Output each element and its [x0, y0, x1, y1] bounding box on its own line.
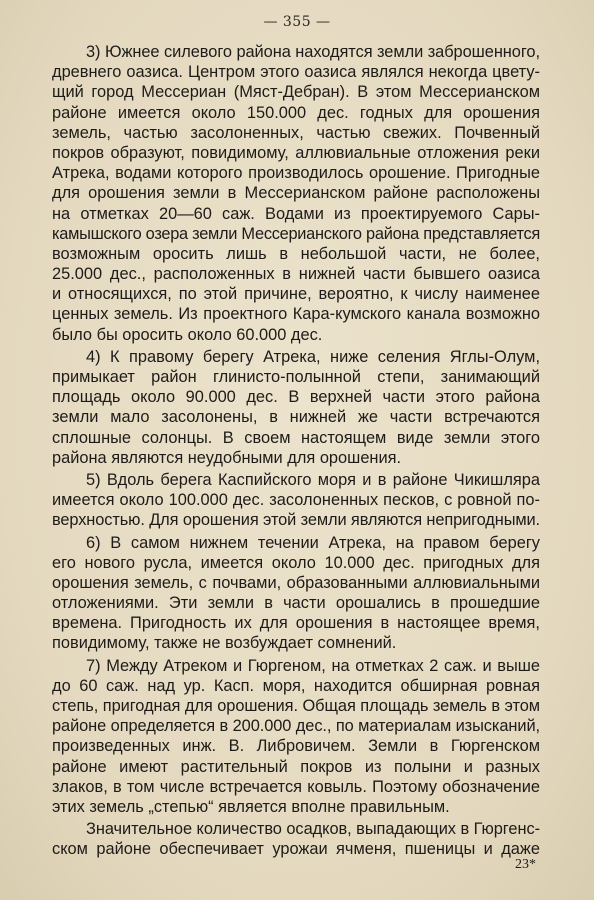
- text-line: 3) Южнее силевого района находятся земли заброшенного,: [86, 43, 540, 61]
- text-line: его нового русла, имеется около 10.000 дес. пригодных для: [52, 553, 540, 572]
- paragraph-5: [52, 470, 540, 531]
- paragraph-4: [52, 347, 540, 468]
- text-line: 6) В самом нижнем течении Атрека, на правом берегу: [86, 533, 540, 552]
- text-line: произведенных инж. В. Либровичем. Земли в Гюргенском: [52, 737, 540, 756]
- text-line: верхностью. Для орошения этой земли являются непригодными.: [52, 511, 540, 530]
- page-number: — 355 —: [263, 14, 331, 30]
- text-line: района являются неудобными для орошения.: [52, 448, 402, 467]
- text-line: камышского озера земли Мессерианского района представляется: [52, 224, 540, 243]
- paragraph-3: [52, 42, 540, 345]
- text-line: Значительное количество осадков, выпадающих в Гюргенс-: [86, 820, 540, 839]
- text-line: и относящихся, по этой причине, вероятно, к числу наименее: [52, 285, 540, 304]
- body-text: [52, 42, 540, 862]
- text-line: земель, частью засолоненных, частью свежих. Почвенный: [52, 123, 540, 142]
- text-line: 7) Между Атреком и Гюргеном, на отметках 2 саж. и выше: [86, 656, 540, 675]
- text-line: покров образуют, повидимому, аллювиальные отложения реки: [52, 143, 540, 162]
- text-line: щий город Мессериан (Мяст-Дебран). В этом Мессерианском: [52, 83, 540, 102]
- text-line: имеется около 100.000 дес. засолоненных песков, с ровной по-: [52, 491, 540, 510]
- text-line: районе имеют растительный покров из полыни и разных: [52, 757, 540, 776]
- text-line: ском районе обеспечивает урожаи ячменя, пшеницы и даже: [52, 840, 540, 859]
- text-line: 25.000 дес., расположенных в нижней части бывшего оазиса: [52, 265, 540, 284]
- signature-mark: 23*: [515, 857, 536, 872]
- text-line: степь, пригодная для орошения. Общая площадь земель в этом: [52, 697, 540, 715]
- text-line: для орошения земли в Мессерианском районе расположены: [52, 184, 540, 203]
- text-line: этих земель „степью“ является вполне правильным.: [52, 797, 450, 816]
- text-line: времена. Пригодность их для орошения в настоящее время,: [52, 614, 540, 633]
- text-line: до 60 саж. над ур. Касп. моря, находится обширная ровная: [52, 676, 540, 695]
- text-line: орошения земель, с почвами, образованными аллювиальными: [52, 573, 540, 592]
- text-line: отложениями. Эти земли в части орошались в прошедшие: [52, 594, 540, 613]
- text-line: злаков, в том числе встречается ковыль. Поэтому обозначение: [52, 777, 540, 796]
- text-line: возможным оросить лишь в небольшой части, не более,: [52, 244, 540, 263]
- text-line: примыкает район глинисто-полынной степи, занимающий: [52, 368, 540, 386]
- text-line: площадь около 90.000 дес. В верхней части этого района: [52, 388, 540, 407]
- paragraph-8: [52, 819, 540, 859]
- paragraph-6: [52, 533, 540, 654]
- text-line: Атрека, водами которого производилось орошение. Пригодные: [52, 164, 540, 183]
- text-line: повидимому, также не возбуждает сомнений.: [52, 634, 397, 653]
- text-line: древнего оазиса. Центром этого оазиса являлся некогда цвету-: [52, 63, 540, 82]
- text-line: районе имеется около 150.000 дес. годных для орошения: [52, 103, 540, 122]
- text-line: ценных земель. Из проектного Кара-кумского канала возможно: [52, 305, 540, 324]
- text-line: районе определяется в 200.000 дес., по материалам изысканий,: [52, 717, 540, 736]
- text-line: 5) Вдоль берега Каспийского моря и в районе Чикишляра: [86, 470, 540, 489]
- text-line: на отметках 20—60 саж. Водами из проектируемого Сары-: [52, 204, 540, 223]
- text-line: 4) К правому берегу Атрека, ниже селения Яглы-Олум,: [86, 347, 540, 366]
- text-line: было бы оросить около 60.000 дес.: [52, 325, 323, 344]
- paragraph-7: [52, 656, 540, 818]
- text-line: сплошные солонцы. В своем настоящем виде земли этого: [52, 428, 540, 447]
- text-line: земли мало засолонены, в нижней же части встречаются: [52, 408, 540, 427]
